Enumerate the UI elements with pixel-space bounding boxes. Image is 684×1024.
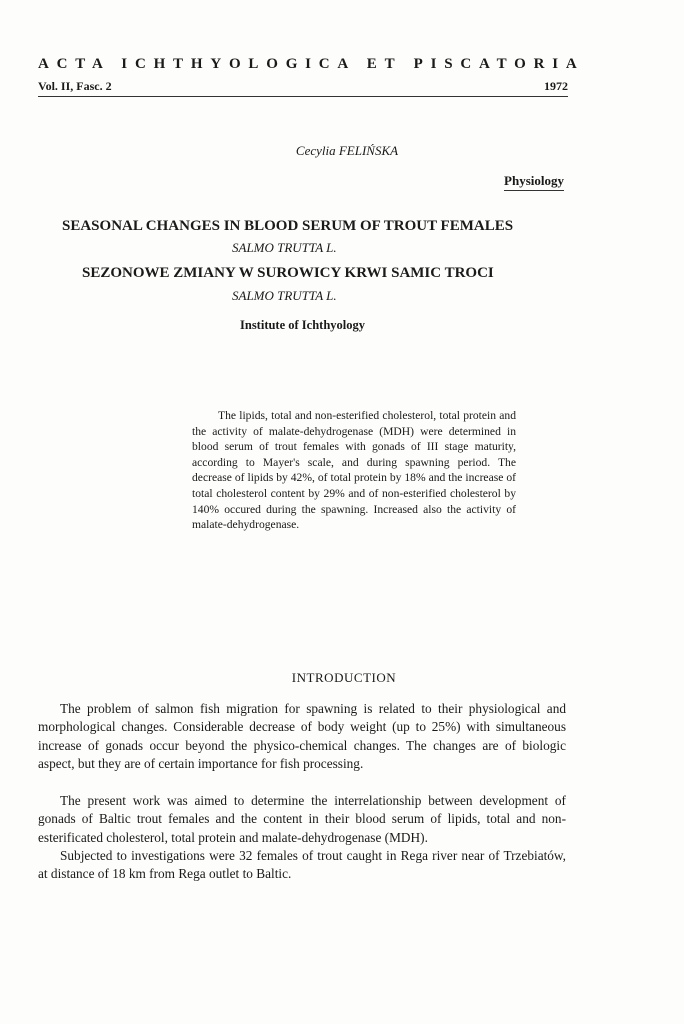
intro-paragraph-3 [38, 847, 566, 884]
year-label: 1972 [544, 79, 568, 93]
title-english: SEASONAL CHANGES IN BLOOD SERUM OF TROUT FEMALES [62, 218, 514, 234]
header-rule [38, 96, 568, 97]
author-name: Cecylia FELIŃSKA [295, 143, 399, 158]
paragraph-text: The problem of salmon fish migration for spawning is related to their physiological and morphological changes. Considerable decrease of body weight (up to 25%) with simultaneous increase of gonads occur beyond the physico-chemical changes. The changes are of biologic aspect, but they are of certain importance for fish processing. [38, 701, 566, 771]
intro-paragraph-1 [38, 700, 566, 773]
paragraph-text: The present work was aimed to determine the interrelationship between development of gonads of Baltic trout females and the content in their blood serum of lipids, total and non-esterificated cholesterol, total protein and malate-dehydrogenase (MDH). [38, 793, 566, 845]
volume-label: Vol. II, Fasc. 2 [38, 79, 112, 93]
intro-paragraph-2 [38, 792, 566, 847]
journal-title: ACTA ICHTHYOLOGICA ET PISCATORIA [38, 56, 585, 72]
species-polish: SALMO TRUTTA L. [232, 288, 337, 303]
species-english: SALMO TRUTTA L. [232, 240, 337, 255]
institute-name: Institute of Ichthyology [240, 318, 366, 332]
introduction-heading: INTRODUCTION [291, 670, 397, 685]
abstract: The lipids, total and non-esterified cholesterol, total protein and the activity of malate-dehydrogenase (MDH) were determined in blood serum of trout females with gonads of III stage maturity, according to Mayer's scale, and during spawning period. The decrease of lipids by 42%, of total protein by 18% and the increase of total cholesterol content by 29% and of non-esterified cholesterol by 140% occured during the spawning. Increased also the activity of malate-dehydrogenase. [192, 409, 516, 532]
title-polish: SEZONOWE ZMIANY W SUROWICY KRWI SAMIC TROCI [82, 265, 494, 281]
section-label: Physiology [504, 173, 564, 191]
paragraph-text: Subjected to investigations were 32 females of trout caught in Rega river near of Trzebiatów, at distance of 18 km from Rega outlet to Baltic. [38, 848, 566, 882]
